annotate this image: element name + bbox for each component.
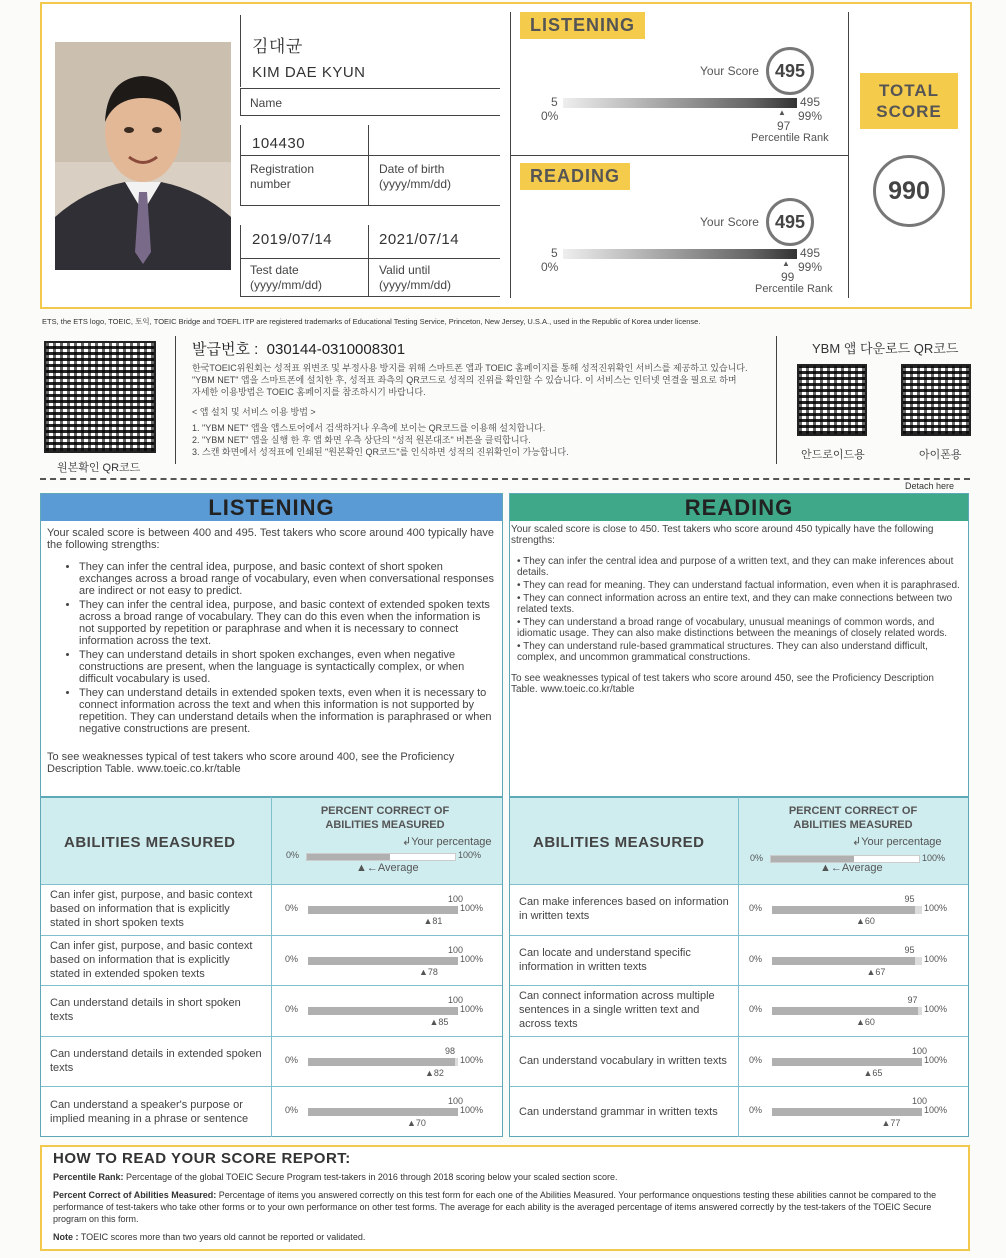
listening-ability-zero: 0% (285, 1054, 299, 1065)
listening-ability-zero: 0% (285, 1004, 299, 1015)
reading-ability-bar (772, 906, 922, 914)
listening-ability-your-pct: 100 (448, 1096, 464, 1107)
listening-legend-hundred: 100% (458, 850, 482, 860)
listening-weakness: To see weaknesses typical of test takers who score around 400, see the Proficiency Description Table. www.toeic.co.kr/table (47, 751, 455, 775)
listening-percentile-marker-icon: ▲ (778, 108, 786, 117)
reading-ability-hundred: 100% (924, 903, 948, 913)
total-score-label: TOTAL SCORE (860, 73, 958, 129)
reading-your-pct-legend: ↲Your percentage (852, 836, 942, 848)
candidate-photo (55, 42, 231, 270)
listening-ability-label: Can infer gist, purpose, and basic context based on information that is explicitly stated in extended spoken texts (50, 939, 253, 980)
listening-ability-bar-fill (308, 1108, 458, 1116)
listening-description (47, 527, 497, 775)
listening-score-bar (563, 98, 797, 108)
listening-ability-label: Can understand details in short spoken texts (50, 997, 241, 1024)
detach-label: Detach here (905, 481, 955, 491)
reading-ability-average: ▲60 (856, 916, 875, 926)
listening-percentile-rank: 97 (777, 119, 791, 133)
reading-panel-title: READING (510, 494, 968, 521)
listening-max-score: 495 (800, 95, 821, 109)
reading-ability-bar-fill (772, 906, 915, 914)
reading-ability-your-pct: 100 (912, 1045, 928, 1056)
reading-ability-hundred: 100% (924, 1054, 948, 1065)
reading-ability-label: Can make inferences based on information in written texts (519, 896, 729, 923)
listening-ability-hundred: 100% (460, 903, 484, 913)
reading-abilities-heading: ABILITIES MEASURED (533, 834, 705, 851)
test-date: 2019/07/14 (252, 231, 333, 248)
verification-qr-label: 원본확인 QR코드 (57, 462, 141, 474)
reading-description (511, 524, 963, 695)
reading-percentile-rank: 99 (781, 270, 795, 284)
listening-abilities-heading: ABILITIES MEASURED (64, 834, 236, 851)
reading-legend-zero: 0% (750, 853, 764, 863)
listening-strength-item: • They can understand details in short spoken exchanges, even when negative constructions are present, when the language is syntactically complex, or when difficult vocabulary is used. (79, 649, 497, 685)
listening-your-score-label: Your Score (700, 64, 759, 78)
reading-ability-your-pct: 95 (904, 894, 915, 904)
average-marker-icon: ▲ (866, 966, 876, 977)
listening-ability-average: ▲70 (407, 1118, 426, 1129)
reading-ability-zero: 0% (749, 1004, 763, 1015)
average-marker-icon: ▲ (407, 1118, 416, 1129)
reading-strengths-list (511, 556, 963, 663)
android-label: 안드로이드용 (801, 449, 865, 461)
reading-ability-your-pct: 95 (904, 944, 915, 955)
verification-qr-code[interactable] (44, 341, 156, 453)
name-label: Name (250, 96, 283, 110)
reading-strength-item: • They can understand a broad range of vocabulary, unusual meanings of common words, and idiomatic usage. They can also make distinctions between the meanings of closely related words. (517, 617, 948, 639)
reading-ability-label: Can understand grammar in written texts (519, 1105, 718, 1118)
registration-number: 104430 (252, 135, 306, 152)
issue-description: 한국TOEIC위원회는 성적표 위변조 및 부정사용 방지를 위해 스마트폰 앱과 TOEIC 홈페이지를 통해 성적진위확인 서비스를 제공하고 있습니다. "YBM NET" 앱을 스마트폰에 설치한 후, 성적표 좌측의 QR코드로 성적의 진위를 확인할 수 있습니다. 이 서비스는 인터넷 연결을 필요로 하며 자세한 이용방법은 TOEIC 홈페이지를 참조하시기 바랍니다. (192, 363, 748, 397)
listening-min-score: 5 (551, 95, 558, 109)
listening-ability-bar (308, 1108, 458, 1116)
listening-ability-label: Can understand a speaker's purpose or implied meaning in a phrase or sentence (50, 1098, 249, 1125)
reading-ability-bar-fill (772, 957, 915, 965)
listening-max-pct: 99% (798, 109, 823, 123)
reading-ability-zero: 0% (749, 953, 763, 964)
average-marker-icon: ▲ (419, 966, 428, 977)
reading-strength-item: • They can infer the central idea and purpose of a written text, and they can make inferences about details. (517, 556, 954, 578)
reading-ability-bar (772, 1007, 922, 1015)
reading-ability-average: ▲67 (866, 966, 886, 977)
reading-max-pct: 99% (798, 260, 823, 274)
listening-strength-item: • They can infer the central idea, purpose, and basic context of short spoken exchanges across a broad range of vocabulary, even when conversational responses are indirect or not easy to predict. (79, 561, 497, 597)
listening-your-pct-legend: ↲Your percentage (402, 836, 492, 848)
reading-ability-hundred: 100% (924, 1004, 948, 1015)
average-marker-icon: ▲ (856, 1017, 865, 1028)
reading-percentile-label: Percentile Rank (755, 283, 833, 295)
listening-ability-average: ▲81 (423, 916, 443, 926)
reading-ability-average: ▲77 (881, 1118, 901, 1129)
percentile-definition: Percentile Rank: Percentage of the global TOEIC Secure Program test-takers in 2016 through 2018 scoring below your scaled section score. (53, 1172, 618, 1182)
listening-score-circle: 495 (766, 47, 814, 95)
listening-average-legend: ▲←Average (356, 862, 419, 874)
listening-ability-zero: 0% (285, 1105, 299, 1116)
reading-ability-bar (772, 1108, 922, 1116)
average-marker-icon: ▲ (856, 916, 865, 926)
reading-ability-bar-fill (772, 1007, 918, 1015)
reading-ability-label: Can locate and understand specific information in written texts (519, 946, 691, 973)
reading-average-legend: ▲←Average (820, 862, 883, 874)
how-to-read-title: HOW TO READ YOUR SCORE REPORT: (53, 1150, 351, 1167)
name-korean: 김대균 (252, 37, 303, 56)
listening-strength-item: • They can understand details in extended spoken texts, even when it is necessary to connect information across the text and when this information is not supported by repetition. They can understand details when the information is paraphrased or when negative constructions are present. (79, 687, 497, 735)
ybm-app-title: YBM 앱 다운로드 QR코드 (812, 341, 959, 356)
listening-legend-bar (306, 853, 456, 861)
listening-strength-item: • They can infer the central idea, purpose, and basic context of extended spoken texts across a broad range of vocabulary. They can do this even when the information is not supported by repetition or paraphrase and when it is necessary to connect information across the text. (79, 599, 497, 647)
listening-legend-zero: 0% (286, 850, 300, 860)
valid-until-label: Valid until (yyyy/mm/dd) (379, 263, 451, 292)
reading-intro: Your scaled score is close to 450. Test takers who score around 450 typically have the following strengths: (511, 524, 934, 546)
listening-ability-zero: 0% (285, 903, 299, 913)
listening-panel-title: LISTENING (41, 494, 502, 521)
reading-ability-label: Can connect information across multiple sentences in a single written text and across texts (519, 990, 715, 1031)
listening-ability-zero: 0% (285, 953, 299, 964)
reading-ability-zero: 0% (749, 1105, 763, 1116)
reading-ability-bar-fill (772, 1108, 922, 1116)
listening-ability-average: ▲85 (429, 1017, 449, 1028)
reading-weakness: To see weaknesses typical of test takers who score around 450, see the Proficiency Description Table. www.toeic.co.kr/table (511, 673, 934, 695)
reading-ability-zero: 0% (749, 903, 763, 913)
trademark-notice: ETS, the ETS logo, TOEIC, 토익, TOEIC Bridge and TOEFL ITP are registered trademarks of Educational Testing Service, Princeton, New Jersey, U.S.A., used in the Republic of Korea under license. (42, 317, 701, 326)
listening-ability-bar (308, 1007, 458, 1015)
listening-ability-bar (308, 1058, 458, 1066)
validity-note: Note : TOEIC scores more than two years old cannot be reported or validated. (53, 1232, 366, 1242)
detach-line (40, 478, 970, 480)
method-steps: 1. "YBM NET" 앱을 앱스토어에서 검색하거나 우측에 보이는 QR코드를 이용해 설치합니다. 2. "YBM NET" 앱을 실행 한 후 앱 화면 우측 상단의 "성적 원본대조" 버튼을 클릭합니다. 3. 스캔 화면에서 성적표에 인쇄된 "원본확인 QR코드"를 인식하면 성적의 진위확인이 가능합니다. (192, 423, 569, 457)
average-marker-icon: ▲ (429, 1017, 439, 1028)
issue-number: 발급번호 : 030144-0310008301 (192, 341, 406, 358)
reading-score-title: READING (520, 163, 630, 190)
reading-pct-title: PERCENT CORRECT OF ABILITIES MEASURED (788, 805, 918, 831)
registration-label: Registration number (250, 162, 315, 191)
reading-ability-your-pct: 100 (912, 1096, 928, 1107)
reading-max-score: 495 (800, 246, 821, 260)
listening-ability-label: Can infer gist, purpose, and basic context based on information that is explicitly stated in short spoken texts (50, 889, 253, 930)
listening-ability-label: Can understand details in extended spoken texts (50, 1048, 262, 1075)
listening-ability-bar (308, 906, 458, 914)
reading-ability-average: ▲60 (856, 1017, 875, 1028)
reading-ability-your-pct: 97 (907, 995, 918, 1006)
android-qr-code[interactable] (797, 364, 867, 436)
listening-strengths-list (47, 561, 497, 735)
iphone-label: 아이폰용 (919, 449, 962, 461)
reading-ability-hundred: 100% (924, 1105, 948, 1116)
listening-percentile-label: Percentile Rank (751, 132, 829, 144)
listening-intro: Your scaled score is between 400 and 495. Test takers who score around 400 typically have the following strengths: (47, 527, 494, 551)
listening-ability-bar-fill (308, 957, 458, 965)
reading-strength-item: • They can read for meaning. They can understand factual information, even when it is paraphrased. (517, 580, 960, 591)
listening-ability-your-pct: 100 (448, 995, 464, 1006)
listening-ability-your-pct: 100 (448, 944, 464, 955)
listening-ability-hundred: 100% (460, 953, 484, 964)
reading-ability-bar (772, 1058, 922, 1066)
name-english: KIM DAE KYUN (252, 64, 366, 81)
listening-ability-your-pct: 100 (448, 894, 464, 904)
how-to-read-body (53, 1171, 958, 1243)
average-marker-icon: ▲ (881, 1118, 891, 1129)
reading-ability-bar (772, 957, 922, 965)
listening-ability-average: ▲82 (425, 1067, 444, 1078)
method-title: < 앱 설치 및 서비스 이용 방법 > (192, 407, 316, 417)
listening-min-pct: 0% (541, 109, 559, 123)
listening-ability-average: ▲78 (419, 966, 438, 977)
reading-ability-average: ▲65 (863, 1067, 883, 1078)
listening-ability-hundred: 100% (460, 1105, 484, 1116)
listening-ability-hundred: 100% (460, 1004, 484, 1015)
iphone-qr-code[interactable] (901, 364, 971, 436)
reading-ability-zero: 0% (749, 1054, 763, 1065)
reading-score-bar (563, 249, 797, 259)
valid-until-date: 2021/07/14 (379, 231, 460, 248)
dob-label: Date of birth (yyyy/mm/dd) (379, 162, 451, 191)
listening-ability-bar-fill (308, 906, 458, 914)
average-marker-icon: ▲ (423, 916, 433, 926)
reading-ability-hundred: 100% (924, 953, 948, 964)
listening-ability-bar-fill (308, 1007, 458, 1015)
reading-min-score: 5 (551, 246, 558, 260)
reading-your-score-label: Your Score (700, 215, 759, 229)
reading-min-pct: 0% (541, 260, 559, 274)
reading-legend-hundred: 100% (922, 853, 946, 863)
listening-ability-bar (308, 957, 458, 965)
reading-ability-bar-fill (772, 1058, 922, 1066)
average-marker-icon: ▲ (425, 1067, 434, 1078)
reading-strength-item: • They can connect information across an entire text, and they can make connections between two related texts. (517, 593, 953, 615)
reading-percentile-marker-icon: ▲ (782, 259, 790, 268)
listening-ability-your-pct: 98 (445, 1045, 456, 1056)
reading-ability-label: Can understand vocabulary in written texts (519, 1055, 727, 1068)
listening-ability-hundred: 100% (460, 1054, 484, 1065)
reading-score-circle: 495 (766, 198, 814, 246)
test-date-label: Test date (yyyy/mm/dd) (250, 263, 322, 292)
percent-correct-definition: Percent Correct of Abilities Measured: Percentage of items you answered correctly on this test form for each one of the Abilities Measured. Your performance onquestions testing these abilities cannot be compared to the performance of test-takers who take other forms or to your own performance on other test forms. The average for each ability is the averaged percentage of items answered correctly by the test-takers of the TOEIC Secure program on this form. (53, 1190, 937, 1224)
average-marker-icon: ▲ (863, 1067, 873, 1078)
listening-ability-bar-fill (308, 1058, 455, 1066)
total-score-circle: 990 (873, 155, 945, 227)
reading-strength-item: • They can understand rule-based grammatical structures. They can also understand difficult, complex, and uncommon grammatical constructions. (517, 641, 928, 663)
listening-score-title: LISTENING (520, 12, 645, 39)
listening-pct-title: PERCENT CORRECT OF ABILITIES MEASURED (320, 805, 450, 831)
